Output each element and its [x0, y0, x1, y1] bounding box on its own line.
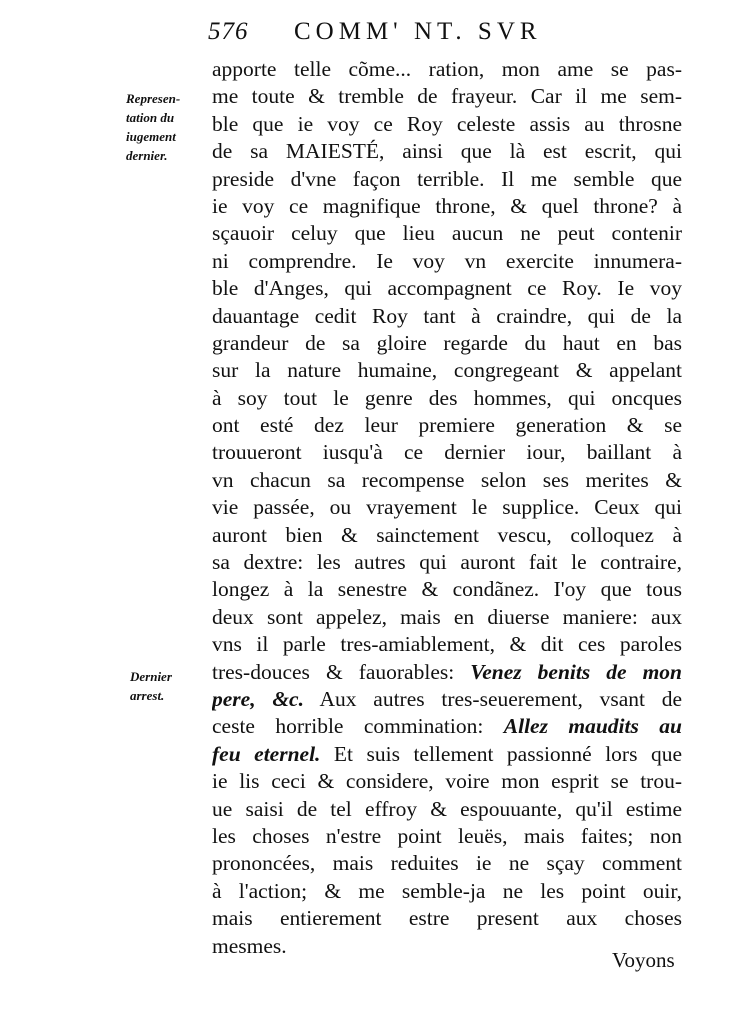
- text-segment: ont esté dez leur premiere generation & se: [212, 413, 682, 438]
- text-line: [212, 138, 682, 165]
- text-segment: sur la nature humaine, congregeant & appelant: [212, 358, 682, 383]
- margin-note-line: arrest.: [130, 688, 165, 703]
- text-segment: dauantage cedit Roy tant à craindre, qui de la: [212, 303, 682, 328]
- text-segment: trouueront iusqu'à ce dernier iour, baillant à: [212, 440, 682, 465]
- text-line: [212, 439, 682, 466]
- text-line: [212, 83, 682, 110]
- text-line: [212, 494, 682, 521]
- catchword: Voyons: [612, 948, 675, 972]
- text-segment: à soy tout le genre des hommes, qui oncques: [212, 385, 682, 410]
- text-segment: à l'action; & me semble-ja ne les point ouir,: [212, 878, 682, 903]
- text-segment: mesmes.: [212, 933, 287, 958]
- text-segment: de sa MAIESTÉ, ainsi que là est escrit, qui: [212, 139, 682, 164]
- text-segment: sçauoir celuy que lieu aucun ne peut contenir: [212, 221, 682, 246]
- text-segment: ue saisi de tel effroy & espouuante, qu'il estime: [212, 796, 682, 821]
- text-line: [212, 549, 682, 576]
- text-segment: ie lis ceci & considere, voire mon esprit se trou-: [212, 769, 682, 794]
- text-line: [212, 659, 682, 686]
- text-segment: vie passée, ou vrayement le supplice. Ceux qui: [212, 495, 682, 520]
- text-segment: vn chacun sa recompense selon ses merites &: [212, 467, 682, 492]
- text-line: [212, 357, 682, 384]
- text-segment: ni comprendre. Ie voy vn exercite innumera-: [212, 248, 682, 273]
- text-line: [212, 878, 682, 905]
- running-title: COMM' NT. SVR: [294, 18, 542, 45]
- text-segment: apporte telle cõme... ration, mon ame se pas-: [212, 57, 682, 81]
- margin-note-line: tation du: [126, 110, 175, 125]
- text-line: [212, 768, 682, 795]
- italic-quote: pere, &c.: [212, 686, 304, 711]
- text-line: [212, 467, 682, 494]
- italic-quote: Venez benits de mon: [470, 659, 682, 684]
- text-segment: ie voy ce magnifique throne, & quel throne? à: [212, 193, 682, 218]
- text-line: [212, 330, 682, 357]
- text-line: [212, 248, 682, 275]
- text-segment: longez à la senestre & condãnez. I'oy que tous: [212, 577, 682, 602]
- text-segment: prononcées, mais reduites ie ne sçay comment: [212, 851, 682, 876]
- text-line: [212, 741, 682, 768]
- margin-note-line: dernier.: [126, 148, 168, 163]
- text-line: [212, 713, 682, 740]
- text-line: [212, 193, 682, 220]
- text-segment: me toute & tremble de frayeur. Car il me sem-: [212, 84, 682, 109]
- margin-note-line: iugement: [126, 129, 176, 144]
- text-segment: sa dextre: les autres qui auront fait le contraire,: [212, 550, 682, 575]
- text-segment: preside d'vne façon terrible. Il me semble que: [212, 166, 682, 191]
- margin-note-verdict: [130, 667, 172, 705]
- text-line: [212, 796, 682, 823]
- text-segment: auront bien & sainctement vescu, colloquez à: [212, 522, 682, 547]
- text-segment: mais entierement estre present aux choses: [212, 906, 682, 931]
- text-line: [212, 56, 682, 83]
- text-line: [212, 576, 682, 603]
- text-line: [212, 850, 682, 877]
- text-segment: Aux autres tres-seuerement, vsant de: [303, 686, 682, 711]
- text-segment: ble d'Anges, qui accompagnent ce Roy. Ie voy: [212, 276, 682, 301]
- margin-note-judgment: [126, 89, 180, 165]
- text-line: [212, 275, 682, 302]
- margin-note-line: Represen-: [126, 91, 181, 106]
- text-segment: deux sont appelez, mais en diuerse maniere: aux: [212, 604, 682, 629]
- running-header: [208, 18, 648, 52]
- text-line: [212, 111, 682, 138]
- text-segment: grandeur de sa gloire regarde du haut en bas: [212, 330, 682, 355]
- text-line: [212, 303, 682, 330]
- text-segment: ble que ie voy ce Roy celeste assis au throsne: [212, 111, 682, 136]
- text-segment: Et suis tellement passionné lors que: [320, 741, 682, 766]
- text-line: [212, 385, 682, 412]
- text-line: [212, 905, 682, 932]
- body-text: [212, 56, 682, 960]
- text-line: [212, 604, 682, 631]
- text-line: [212, 412, 682, 439]
- italic-quote: feu eternel.: [212, 741, 321, 766]
- margin-note-line: Dernier: [130, 669, 172, 684]
- text-segment: les choses n'estre point leuës, mais faites; non: [212, 823, 682, 848]
- text-line: [212, 166, 682, 193]
- text-segment: ceste horrible commination:: [212, 714, 504, 739]
- text-line: [212, 522, 682, 549]
- text-line: [212, 631, 682, 658]
- page-number: 576: [208, 18, 249, 45]
- text-line: [212, 686, 682, 713]
- text-line: [212, 220, 682, 247]
- text-segment: vns il parle tres-amiablement, & dit ces paroles: [212, 632, 682, 657]
- text-segment: tres-douces & fauorables:: [212, 659, 471, 684]
- italic-quote: Allez maudits au: [503, 714, 682, 739]
- text-line: [212, 823, 682, 850]
